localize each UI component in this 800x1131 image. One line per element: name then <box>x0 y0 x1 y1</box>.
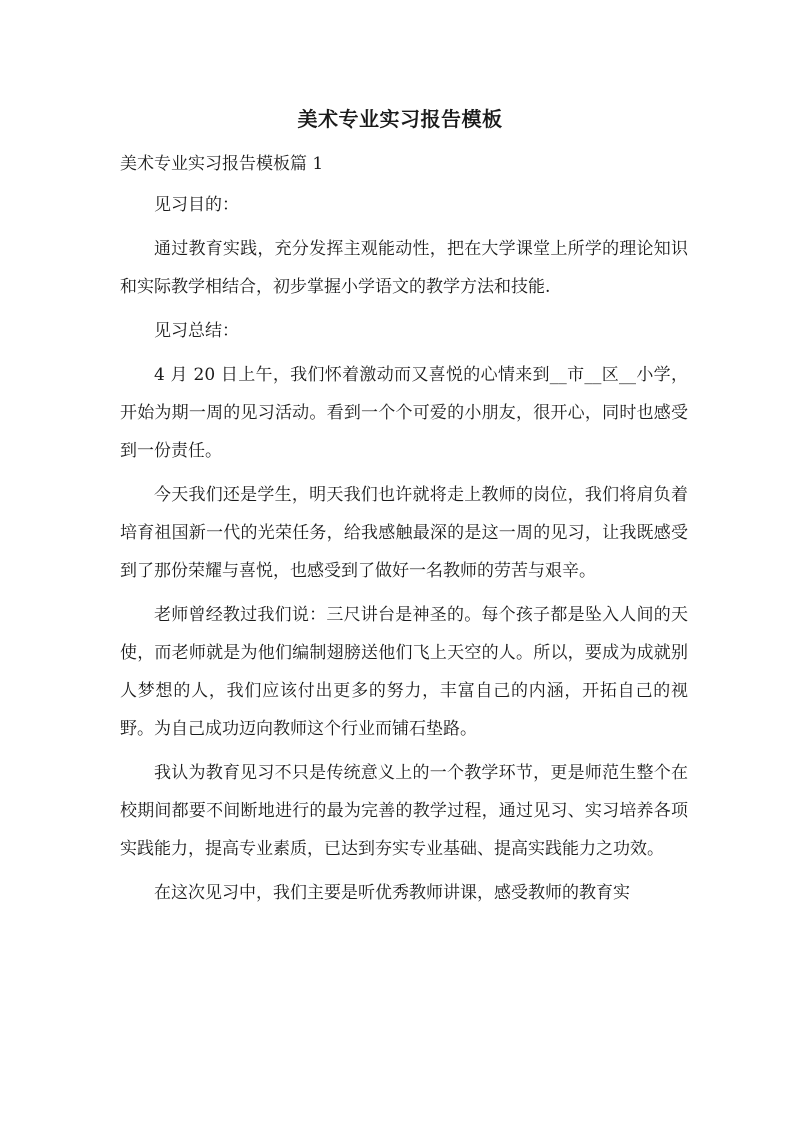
section-subtitle: 美术专业实习报告模板篇 1 <box>120 154 324 174</box>
paragraph-observation: 在这次见习中，我们主要是听优秀教师讲课，感受教师的教育实 <box>154 883 630 903</box>
paragraph-summary-heading: 见习总结： <box>154 321 239 341</box>
document-title: 美术专业实习报告模板 <box>297 107 503 131</box>
paragraph-purpose-heading: 见习目的： <box>154 195 239 215</box>
paragraph-education-view: 我认为教育见习不只是传统意义上的一个教学环节，更是师范生整个在校期间都要不间断地进行的最为完善的教学过程，通过见习、实习培养各项实践能力，提高专业素质，已达到夯实专业基础、提高实践能力之功效。 <box>120 763 688 859</box>
paragraph-purpose: 通过教育实践，充分发挥主观能动性，把在大学课堂上所学的理论知识和实际教学相结合，初步掌握小学语文的教学方法和技能. <box>120 239 688 297</box>
document-body <box>120 148 688 918</box>
paragraph-arrival: 4 月 20 日上午，我们怀着激动而又喜悦的心情来到__市__区__小学，开始为期一周的见习活动。看到一个个可爱的小朋友，很开心，同时也感受到一份责任。 <box>120 365 688 461</box>
paragraph-teacher-saying: 老师曾经教过我们说：三尺讲台是神圣的。每个孩子都是坠入人间的天使，而老师就是为他们编制翅膀送他们飞上天空的人。所以，要成为成就别人梦想的人，我们应该付出更多的努力，丰富自己的内涵，开拓自己的视野。为自己成功迈向教师这个行业而铺石垫路。 <box>120 605 688 739</box>
paragraph-responsibility: 今天我们还是学生，明天我们也许就将走上教师的岗位，我们将肩负着培育祖国新一代的光荣任务，给我感触最深的是这一周的见习，让我既感受到了那份荣耀与喜悦，也感受到了做好一名教师的劳苦与艰辛。 <box>120 485 688 581</box>
